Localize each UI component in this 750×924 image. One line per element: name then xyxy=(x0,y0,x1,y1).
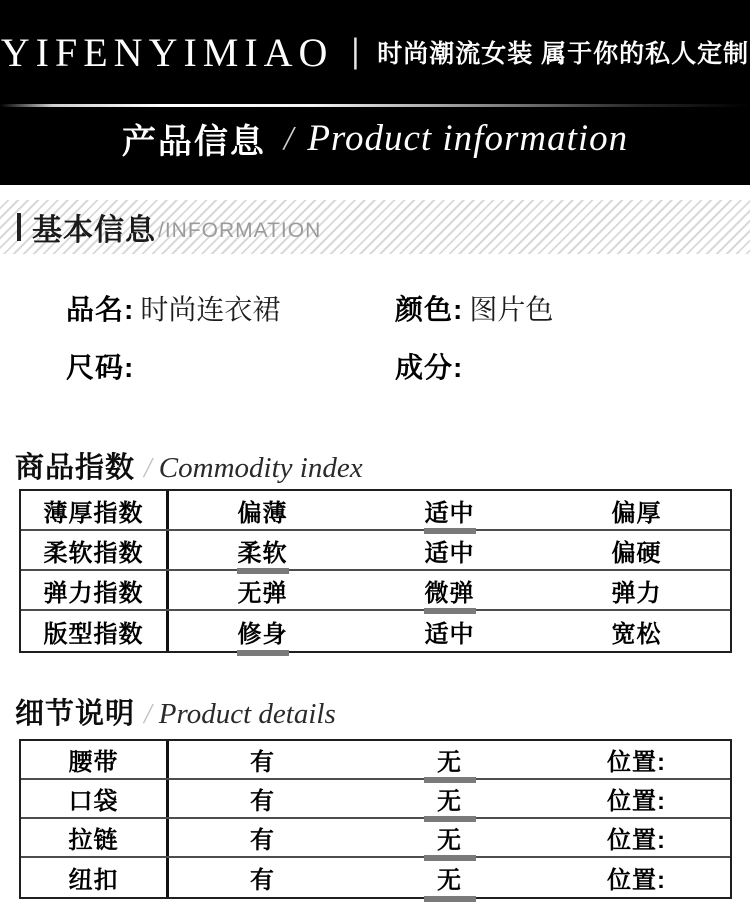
basic-info-title-en: /INFORMATION xyxy=(158,218,322,242)
option-text: 无 xyxy=(437,749,462,776)
table-row xyxy=(21,858,730,897)
option-text: 无 xyxy=(437,867,462,894)
table-row xyxy=(21,491,730,531)
row-label-cell: 口袋 xyxy=(21,780,169,817)
table-row xyxy=(21,611,730,651)
selected-option-underline xyxy=(424,528,476,534)
position-label-cell: 位置: xyxy=(607,788,666,815)
row-label-cell: 纽扣 xyxy=(21,858,169,897)
row-label-cell: 拉链 xyxy=(21,819,169,856)
option-text: 有 xyxy=(250,788,275,815)
basic-info-field xyxy=(395,346,706,383)
section-marker-bar xyxy=(17,213,21,241)
selected-option-underline xyxy=(424,896,476,902)
page-title-en: Product information xyxy=(307,118,629,159)
product-details-table xyxy=(19,739,732,899)
option-text: 适中 xyxy=(424,620,475,648)
selected-option-underline xyxy=(424,777,476,783)
field-value: 时尚连衣裙 xyxy=(140,294,281,325)
field-label: 成分: xyxy=(395,352,464,383)
commodity-index-title xyxy=(15,445,363,486)
option-cell xyxy=(356,531,543,569)
option-text: 适中 xyxy=(424,499,475,527)
option-cell xyxy=(169,819,356,856)
brand-tagline: 时尚潮流女装 属于你的私人定制 xyxy=(377,40,750,68)
basic-info-band xyxy=(0,200,750,254)
table-row xyxy=(21,741,730,780)
basic-info-field xyxy=(66,288,395,325)
page-title-cn: 产品信息 xyxy=(121,123,266,161)
header-banner xyxy=(0,0,750,185)
option-text: 微弹 xyxy=(424,579,475,607)
option-text: 偏厚 xyxy=(611,499,662,527)
option-cell xyxy=(356,780,543,817)
option-cell xyxy=(356,491,543,529)
option-cell xyxy=(169,571,356,609)
option-text: 偏硬 xyxy=(611,539,662,567)
option-cell xyxy=(169,491,356,529)
option-cell xyxy=(169,741,356,778)
brand-logo: YIFENYIMIAO xyxy=(0,29,334,75)
option-text: 有 xyxy=(250,827,275,854)
option-text: 有 xyxy=(250,867,275,894)
row-label-cell: 柔软指数 xyxy=(21,531,169,569)
option-cell xyxy=(169,611,356,651)
page-title-row xyxy=(0,100,750,177)
table-row xyxy=(21,571,730,611)
option-cell xyxy=(356,819,543,856)
table-row xyxy=(21,819,730,858)
brand-separator: | xyxy=(351,32,360,71)
row-label-cell: 薄厚指数 xyxy=(21,491,169,529)
option-cell xyxy=(543,531,730,569)
option-text: 无 xyxy=(437,827,462,854)
option-cell xyxy=(356,858,543,897)
option-text: 修身 xyxy=(237,620,288,648)
table-row xyxy=(21,780,730,819)
option-cell xyxy=(169,780,356,817)
option-text: 无弹 xyxy=(237,579,288,607)
product-details-title-slash: / xyxy=(144,699,152,730)
option-cell xyxy=(356,571,543,609)
row-label-cell: 弹力指数 xyxy=(21,571,169,609)
basic-info-field xyxy=(66,346,395,383)
row-label-cell: 腰带 xyxy=(21,741,169,778)
product-details-title-cn: 细节说明 xyxy=(15,698,136,730)
field-label: 品名: xyxy=(66,294,135,325)
option-text: 无 xyxy=(437,788,462,815)
position-label-cell: 位置: xyxy=(607,827,666,854)
product-details-title xyxy=(15,691,336,732)
commodity-index-table xyxy=(19,489,732,653)
option-cell xyxy=(543,571,730,609)
option-text: 柔软 xyxy=(237,539,288,567)
field-label: 尺码: xyxy=(66,352,135,383)
option-text: 弹力 xyxy=(611,579,662,607)
basic-info-fields xyxy=(66,288,706,383)
field-value: 图片色 xyxy=(469,294,554,325)
option-cell xyxy=(169,531,356,569)
position-label-cell: 位置: xyxy=(607,867,666,894)
option-cell xyxy=(356,741,543,778)
option-text: 适中 xyxy=(424,539,475,567)
selected-option-underline xyxy=(424,816,476,822)
option-cell xyxy=(543,611,730,651)
option-cell xyxy=(169,858,356,897)
selected-option-underline xyxy=(237,568,289,574)
field-label: 颜色: xyxy=(395,294,464,325)
option-text: 偏薄 xyxy=(237,499,288,527)
brand-row xyxy=(0,0,750,104)
page-title-slash: / xyxy=(283,119,294,157)
commodity-index-title-en: Commodity index xyxy=(158,452,363,484)
option-text: 宽松 xyxy=(611,620,662,648)
selected-option-underline xyxy=(237,650,289,656)
commodity-index-title-cn: 商品指数 xyxy=(15,452,136,484)
table-row xyxy=(21,531,730,571)
commodity-index-title-slash: / xyxy=(144,453,152,484)
basic-info-title-cn: 基本信息 xyxy=(32,214,156,247)
option-cell xyxy=(543,491,730,529)
selected-option-underline xyxy=(424,608,476,614)
row-label-cell: 版型指数 xyxy=(21,611,169,651)
option-text: 有 xyxy=(250,749,275,776)
basic-info-field xyxy=(395,288,706,325)
selected-option-underline xyxy=(424,855,476,861)
position-label-cell: 位置: xyxy=(607,749,666,776)
product-details-title-en: Product details xyxy=(158,698,336,730)
option-cell xyxy=(356,611,543,651)
